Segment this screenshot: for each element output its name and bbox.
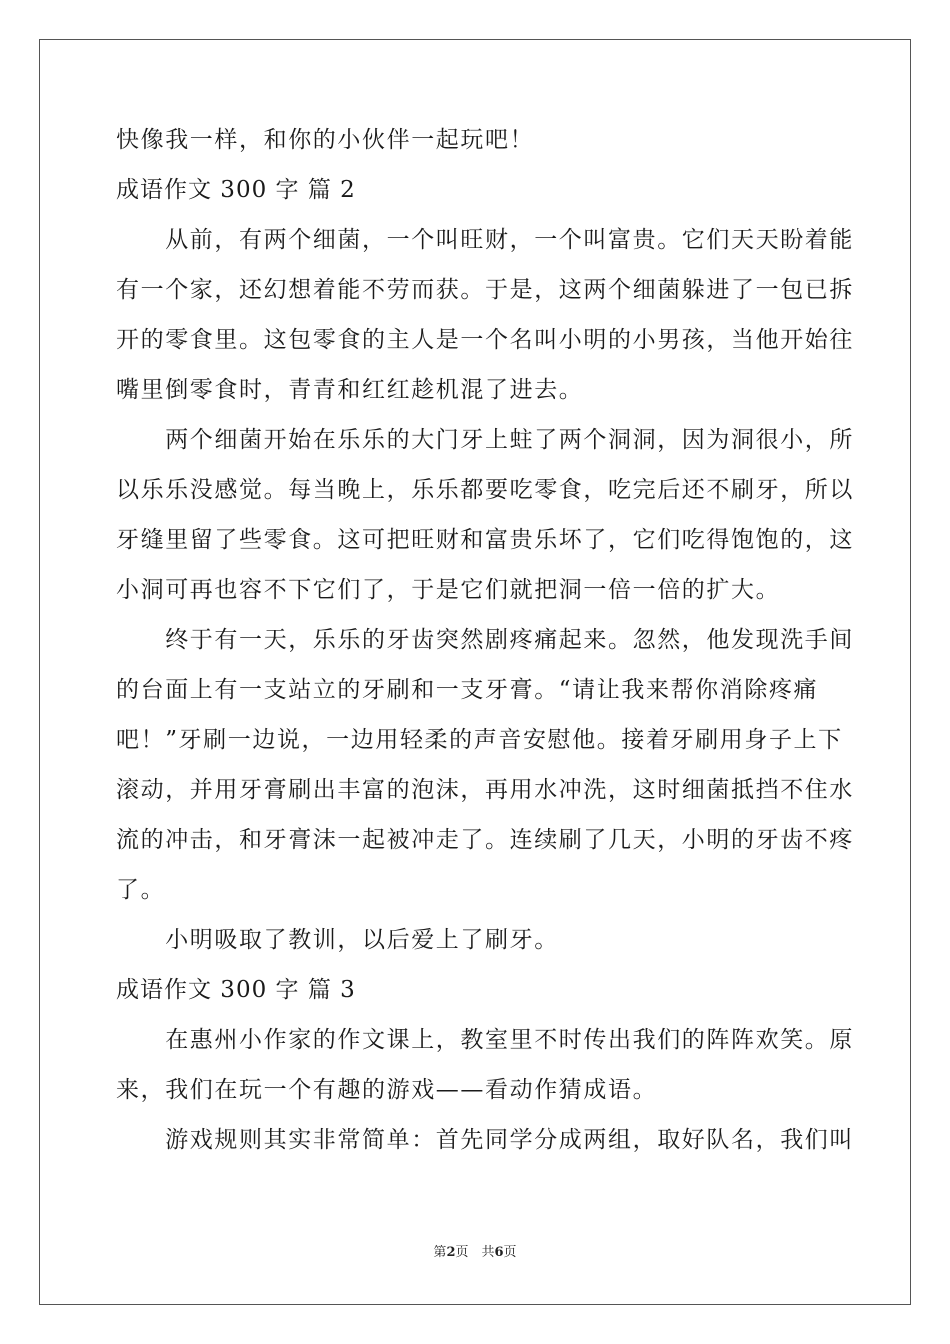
text-line: 有一个家，还幻想着能不劳而获。于是，这两个细菌躲进了一包已拆 [116, 277, 854, 303]
section-heading: 成语作文 300 字 篇 3 [116, 977, 356, 1003]
footer-prefix: 第 [433, 1245, 447, 1260]
text-line: 流的冲击，和牙膏沫一起被冲走了。连续刷了几天，小明的牙齿不疼 [116, 827, 854, 853]
text-line: 终于有一天，乐乐的牙齿突然剧疼痛起来。忽然，他发现洗手间 [116, 627, 854, 653]
text-line: 小明吸取了教训，以后爱上了刷牙。 [116, 927, 559, 953]
total-page-count: 6 [494, 1245, 504, 1260]
footer-mid: 页 共 [455, 1245, 495, 1260]
text-line: 从前，有两个细菌，一个叫旺财，一个叫富贵。它们天天盼着能 [116, 227, 854, 253]
text-line: 来，我们在玩一个有趣的游戏——看动作猜成语。 [116, 1077, 658, 1103]
text-line: 游戏规则其实非常简单：首先同学分成两组，取好队名，我们叫 [116, 1127, 854, 1153]
text-line: 滚动，并用牙膏刷出丰富的泡沫，再用水冲洗，这时细菌抵挡不住水 [116, 777, 854, 803]
text-line: 在惠州小作家的作文课上，教室里不时传出我们的阵阵欢笑。原 [116, 1027, 854, 1053]
section-heading: 成语作文 300 字 篇 2 [116, 177, 356, 203]
text-line: 嘴里倒零食时，青青和红红趁机混了进去。 [116, 377, 584, 403]
text-line: 吧！”牙刷一边说，一边用轻柔的声音安慰他。接着牙刷用身子上下 [116, 727, 843, 753]
current-page-number: 2 [446, 1245, 456, 1260]
text-line: 开的零食里。这包零食的主人是一个名叫小明的小男孩，当他开始往 [116, 327, 854, 353]
text-line: 小洞可再也容不下它们了，于是它们就把洞一倍一倍的扩大。 [116, 577, 781, 603]
footer-suffix: 页 [503, 1245, 517, 1260]
text-line: 快像我一样，和你的小伙伴一起玩吧！ [116, 127, 535, 153]
text-line: 以乐乐没感觉。每当晚上，乐乐都要吃零食，吃完后还不刷牙，所以 [116, 477, 854, 503]
text-line: 牙缝里留了些零食。这可把旺财和富贵乐坏了，它们吃得饱饱的，这 [116, 527, 854, 553]
text-line: 两个细菌开始在乐乐的大门牙上蛀了两个洞洞，因为洞很小，所 [116, 427, 854, 453]
text-line: 的台面上有一支站立的牙刷和一支牙膏。“请让我来帮你消除疼痛 [116, 677, 819, 703]
text-line: 了。 [116, 877, 166, 903]
page-footer [0, 1244, 950, 1262]
